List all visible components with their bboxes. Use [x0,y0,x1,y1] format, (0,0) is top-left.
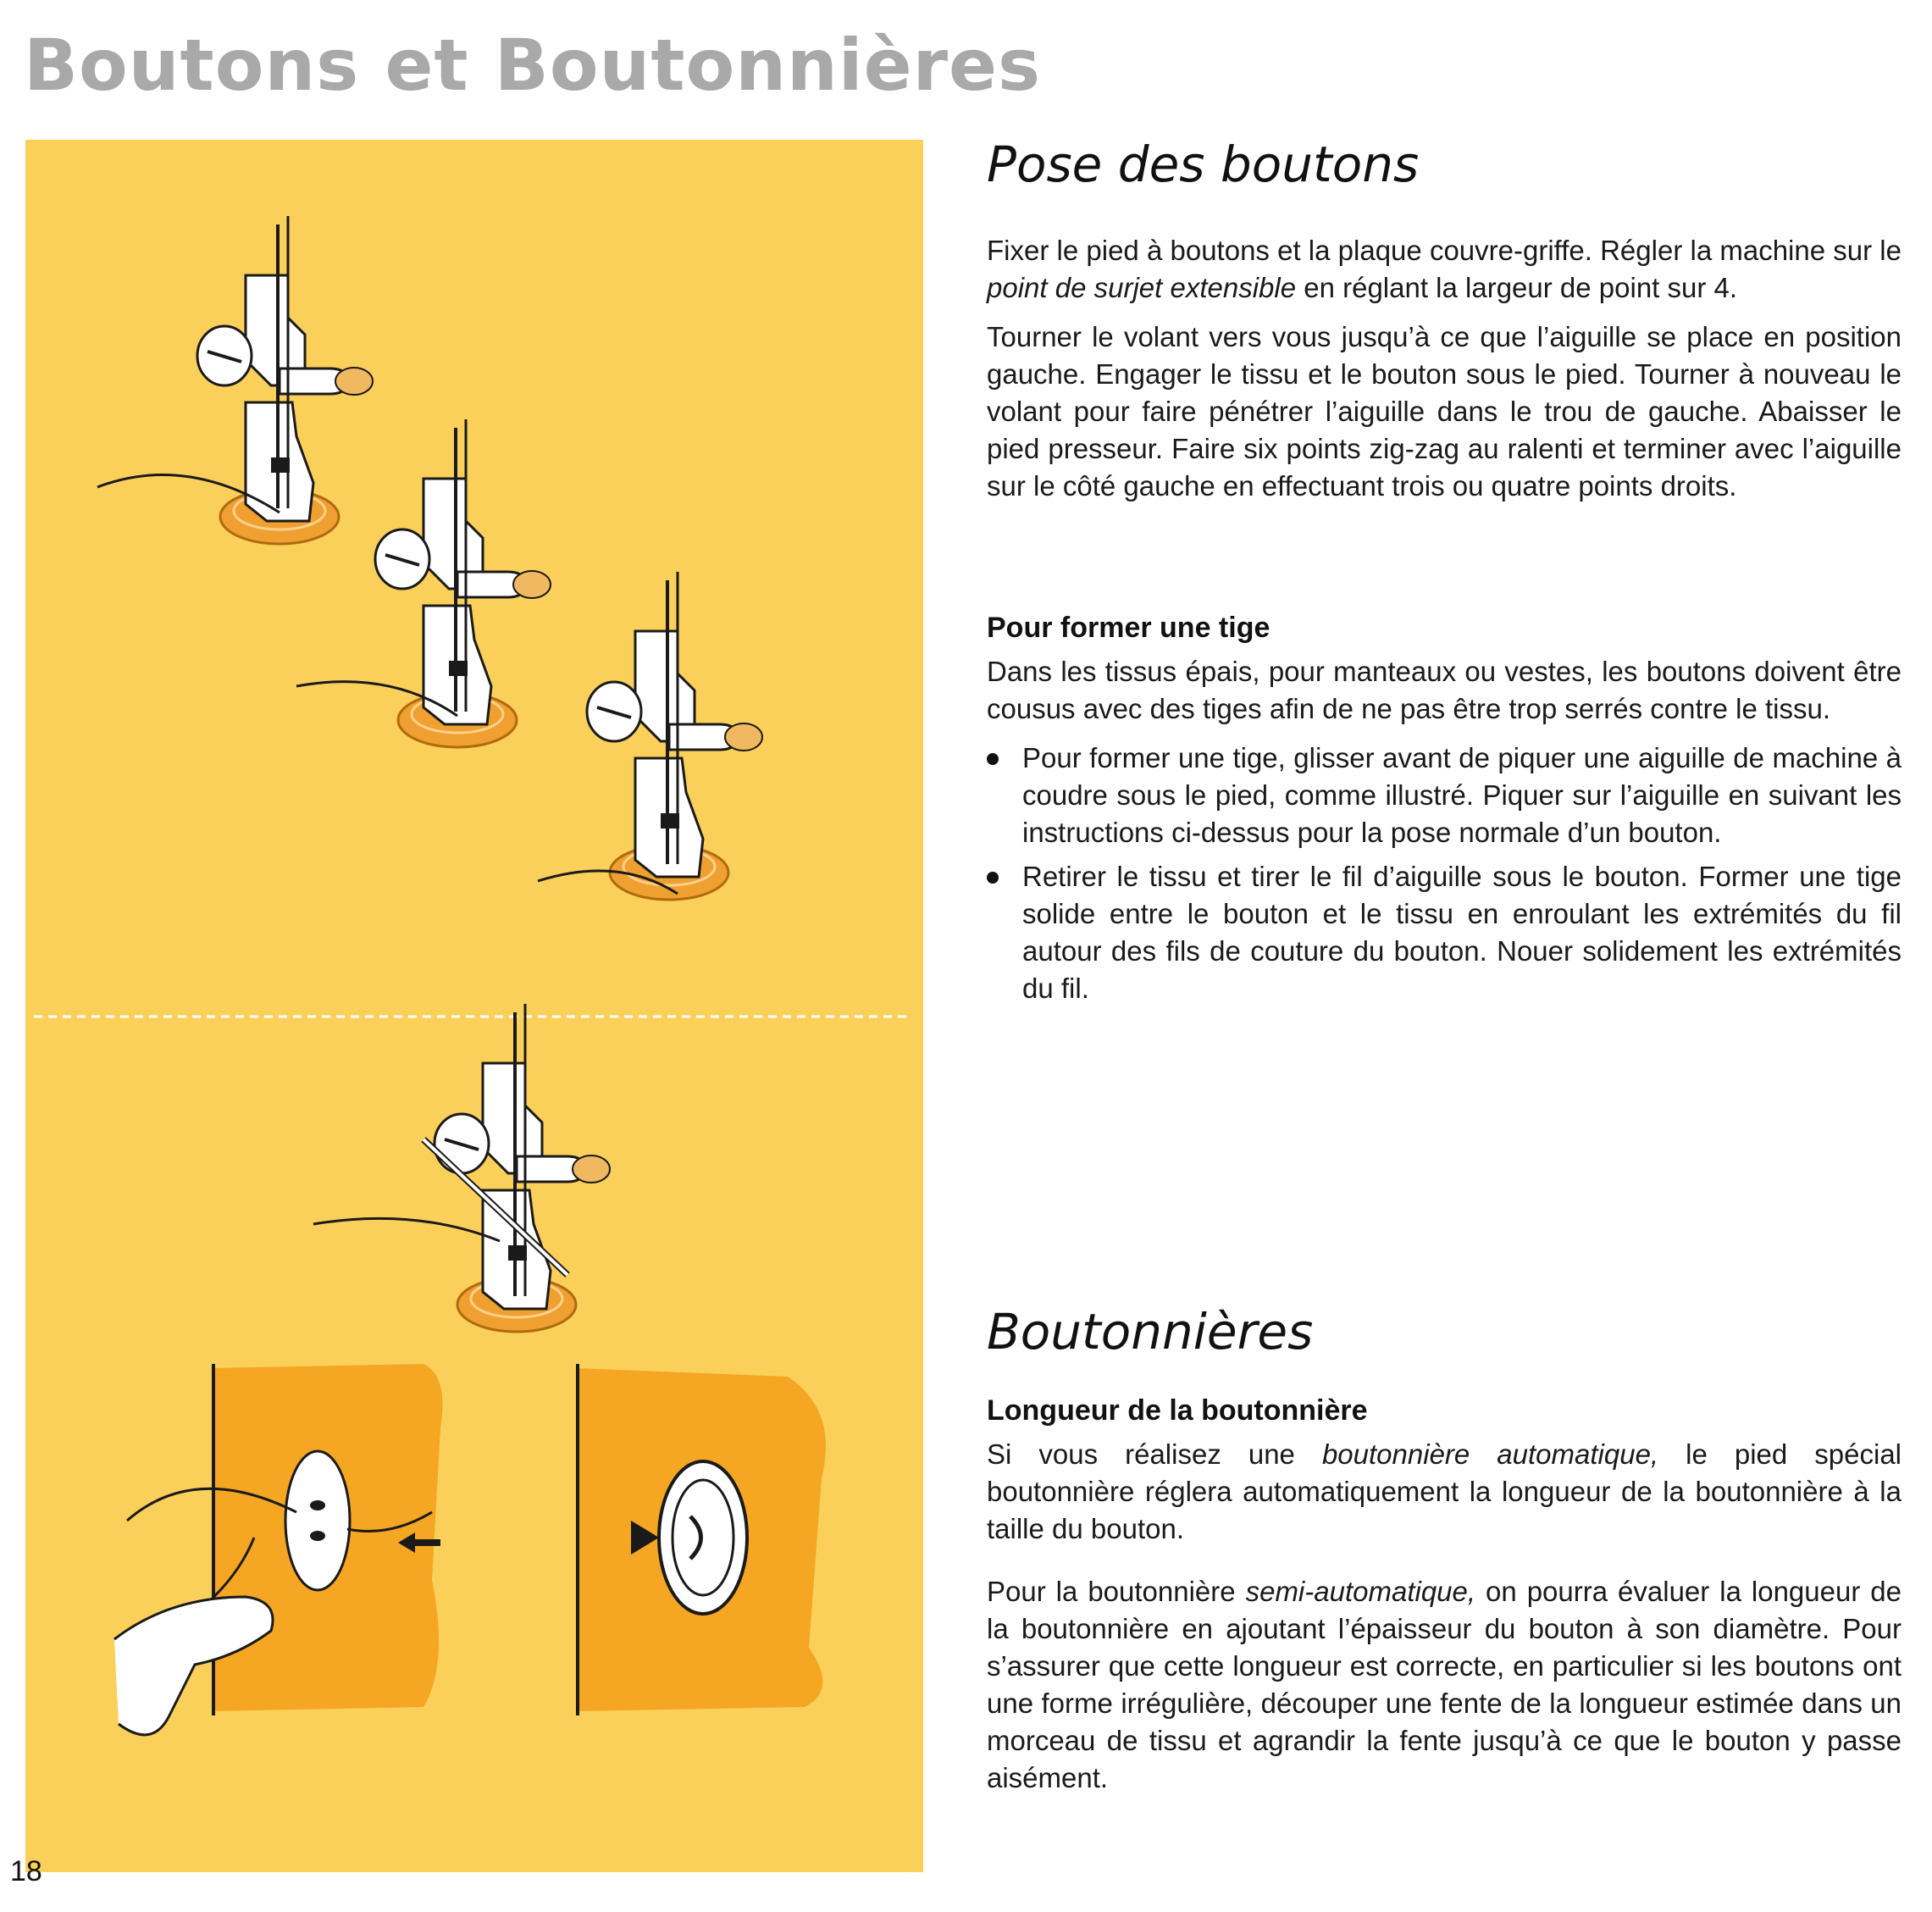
pose-heading: Pose des boutons [987,136,1420,193]
bullet-dot [987,872,999,884]
tige-heading: Pour former une tige [987,612,1270,644]
list-item: Retirer le tissu et tirer le fil d’aiguille sous le bouton. Former une tige solide entre le bouton et le tissu en enroulant les extrémités du fil autour des fils de couture du bouton. Nouer solidement les extrémités du fil. [987,858,1902,1007]
longueur-subheading: Longueur de la boutonnière [987,1394,1368,1427]
list-item: Pour former une tige, glisser avant de piquer une aiguille de machine à coudre sous le pied, comme illustré. Piquer sur l’aiguille en suivant les instructions ci-dessus pour la pose normale d’un bouton. [987,740,1902,851]
tige-section [987,612,1902,1014]
boutonnieres-heading: Boutonnières [987,1303,1314,1361]
boutonnieres-paragraph-2: Pour la boutonnière semi-automatique, on pourra évaluer la longueur de la boutonnière en ajoutant l’épaisseur du bouton à son diamètre. Pour s’assurer que cette longueur est correcte, en particulier si les boutons ont une forme irrégulière, découper une fente de la longueur estimée dans un morceau de tissu et agrandir la fente jusqu’à ce que le bouton y passe aisément. [987,1576,1902,1793]
shank-needle-foot-drawing [313,1004,610,1332]
pose-section [987,136,1902,517]
page-title: Boutons et Boutonnières [24,24,1041,107]
pose-paragraph-1: Fixer le pied à boutons et la plaque couvre-griffe. Régler la machine sur le point de surjet extensible en réglant la largeur de point sur 4. [987,235,1902,303]
presser-foot-1-drawing [97,216,373,544]
pose-paragraph-2: Tourner le volant vers vous jusqu’à ce que l’aiguille se place en position gauche. Engager le tissu et le bouton sous le pied. Tourner à nouveau le volant pour faire pénétrer l’aiguille dans le trou de gauche. Abaisser le pied presseur. Faire six points zig-zag au ralenti et terminer avec l’aiguille sur le côté gauche en effectuant trois ou quatre points droits. [987,321,1902,502]
fabric-shank-winding-drawing [114,1364,443,1735]
sewing-illustrations [25,140,923,1872]
tige-intro: Dans les tissus épais, pour manteaux ou vestes, les boutons doivent être cousus avec des tiges afin de ne pas être trop serrés contre le tissu. [987,656,1902,724]
illustration-panel [25,140,923,1872]
bullet-dot [987,753,999,765]
boutonnieres-section [987,1303,1902,1809]
presser-foot-2-drawing [296,419,551,747]
fabric-finished-button-drawing [576,1364,826,1715]
boutonnieres-paragraph-1: Si vous réalisez une boutonnière automatique, le pied spécial boutonnière réglera automatiquement la longueur de la boutonnière à la taille du bouton. [987,1438,1902,1544]
page-number: 18 [10,1855,42,1887]
tige-bullet-list [987,740,1902,1007]
presser-foot-3-drawing [538,572,762,900]
